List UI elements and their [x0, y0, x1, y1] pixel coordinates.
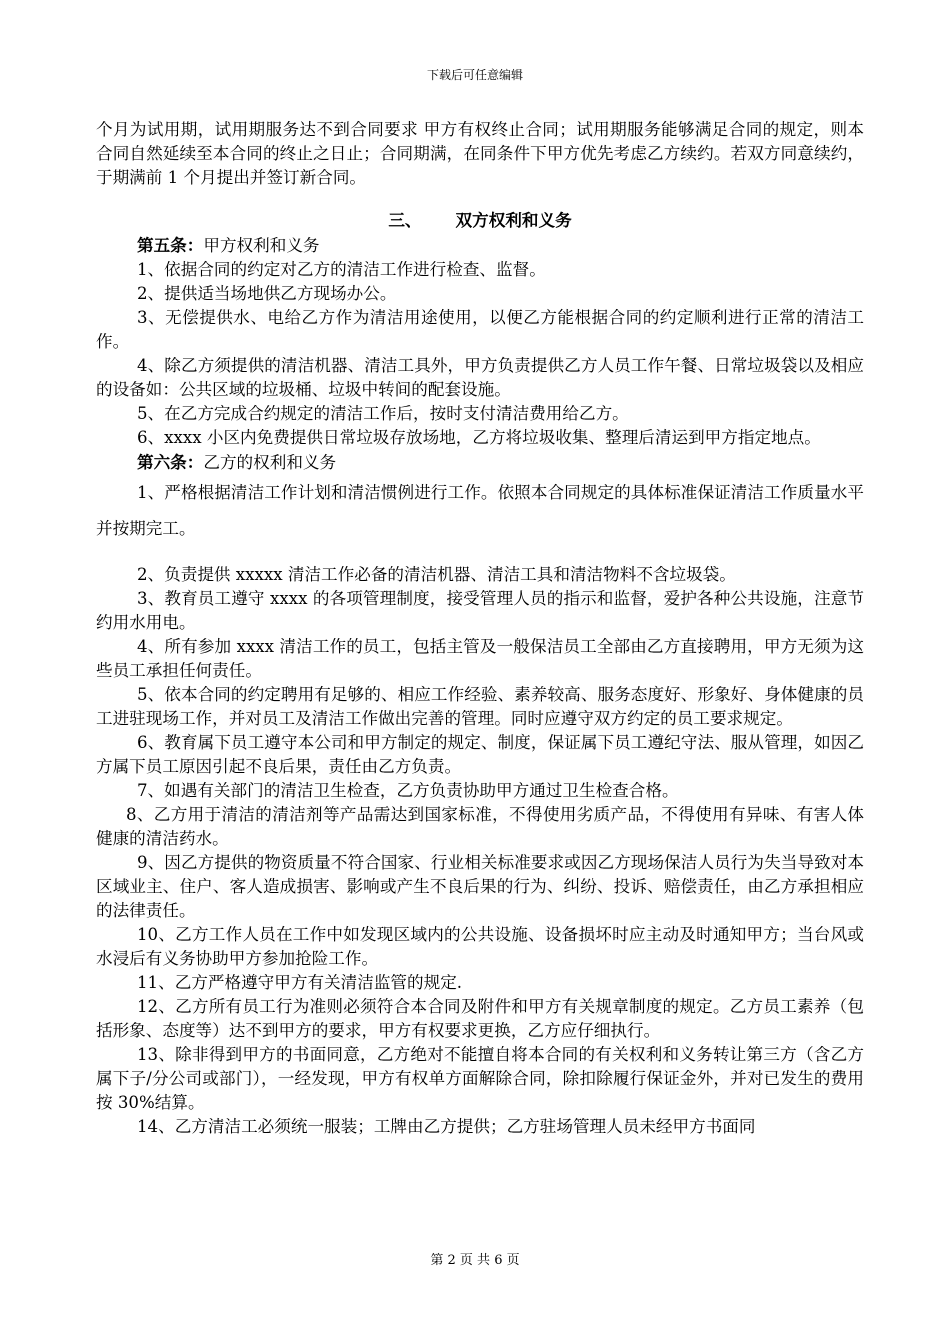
page-footer: 第 2 页 共 6 页 [430, 1253, 520, 1268]
article-6-item: 3、教育员工遵守 xxxx 的各项管理制度，接受管理人员的指示和监督，爱护各种公共设施，注意节约用水用电。 [96, 589, 864, 632]
document-body [96, 118, 864, 1139]
article-5-heading [96, 233, 864, 258]
article-6-item: 8、乙方用于清洁的清洁剂等产品需达到国家标准，不得使用劣质产品，不得使用有异味、有害人体健康的清洁药水。 [96, 805, 864, 848]
article-5-title: 甲方权利和义务 [203, 236, 320, 255]
section-title: 双方权利和义务 [455, 210, 572, 230]
article-6-item: 10、乙方工作人员在工作中如发现区域内的公共设施、设备损坏时应主动及时通知甲方；当台风或水浸后有义务协助甲方参加抢险工作。 [96, 925, 864, 968]
article-6-item: 14、乙方清洁工必须统一服装；工牌由乙方提供；乙方驻场管理人员未经甲方书面同 [137, 1117, 756, 1136]
article-6-item: 9、因乙方提供的物资质量不符合国家、行业相关标准要求或因乙方现场保洁人员行为失当导致对本区域业主、住户、客人造成损害、影响或产生不良后果的行为、纠纷、投诉、赔偿责任，由乙方承担相应的法律责任。 [96, 853, 864, 920]
article-6-item: 12、乙方所有员工行为准则必须符合本合同及附件和甲方有关规章制度的规定。乙方员工素养（包括形象、态度等）达不到甲方的要求，甲方有权要求更换，乙方应仔细执行。 [96, 997, 864, 1040]
section-number: 三、 [388, 210, 422, 230]
intro-paragraph: 个月为试用期，试用期服务达不到合同要求 甲方有权终止合同；试用期服务能够满足合同的规定，则本合同自然延续至本合同的终止之日止；合同期满，在同条件下甲方优先考虑乙方续约。若双方同意续约，于期满前 1 个月提出并签订新合同。 [96, 120, 864, 187]
article-5-item: 5、在乙方完成合约规定的清洁工作后，按时支付清洁费用给乙方。 [137, 404, 629, 423]
article-6-item: 1、严格根据清洁工作计划和清洁惯例进行工作。依照本合同规定的具体标准保证清洁工作质量水平并按期完工。 [96, 483, 864, 538]
article-6-title: 乙方的权利和义务 [203, 453, 337, 472]
article-5-item: 6、xxxx 小区内免费提供日常垃圾存放场地，乙方将垃圾收集、整理后清运到甲方指定地点。 [137, 428, 821, 447]
article-6-item: 2、负责提供 xxxxx 清洁工作必备的清洁机器、清洁工具和清洁物料不含垃圾袋。 [137, 565, 736, 584]
article-6-item: 13、除非得到甲方的书面同意，乙方绝对不能擅自将本合同的有关权利和义务转让第三方（含乙方属下子/分公司或部门），一经发现，甲方有权单方面解除合同，除扣除履行保证金外，并对已发生的费用按 30%结算。 [96, 1045, 864, 1112]
article-5-item: 4、除乙方须提供的清洁机器、清洁工具外，甲方负责提供乙方人员工作午餐、日常垃圾袋以及相应的设备如：公共区域的垃圾桶、垃圾中转间的配套设施。 [96, 356, 864, 399]
section-heading [96, 207, 864, 233]
article-5-item: 3、无偿提供水、电给乙方作为清洁用途使用，以便乙方能根据合同的约定顺利进行正常的清洁工作。 [96, 308, 864, 351]
article-6-item: 6、教育属下员工遵守本公司和甲方制定的规定、制度，保证属下员工遵纪守法、服从管理，如因乙方属下员工原因引起不良后果，责任由乙方负责。 [96, 733, 864, 776]
article-6-item: 11、乙方严格遵守甲方有关清洁监管的规定. [137, 973, 463, 992]
article-6-item: 5、依本合同的约定聘用有足够的、相应工作经验、素养较高、服务态度好、形象好、身体健康的员工进驻现场工作，并对员工及清洁工作做出完善的管理。同时应遵守双方约定的员工要求规定。 [96, 685, 864, 728]
article-6-item: 4、所有参加 xxxx 清洁工作的员工，包括主管及一般保洁员工全部由乙方直接聘用，甲方无须为这些员工承担任何责任。 [96, 637, 864, 680]
page-header: 下载后可任意编辑 [426, 68, 523, 82]
article-6-heading [96, 450, 864, 475]
article-5-item: 2、提供适当场地供乙方现场办公。 [137, 284, 397, 303]
article-5-label: 第五条： [137, 235, 204, 255]
article-6-label: 第六条： [137, 452, 204, 472]
article-5-item: 1、依据合同的约定对乙方的清洁工作进行检查、监督。 [137, 260, 546, 279]
article-6-item: 7、如遇有关部门的清洁卫生检查，乙方负责协助甲方通过卫生检查合格。 [137, 781, 679, 800]
